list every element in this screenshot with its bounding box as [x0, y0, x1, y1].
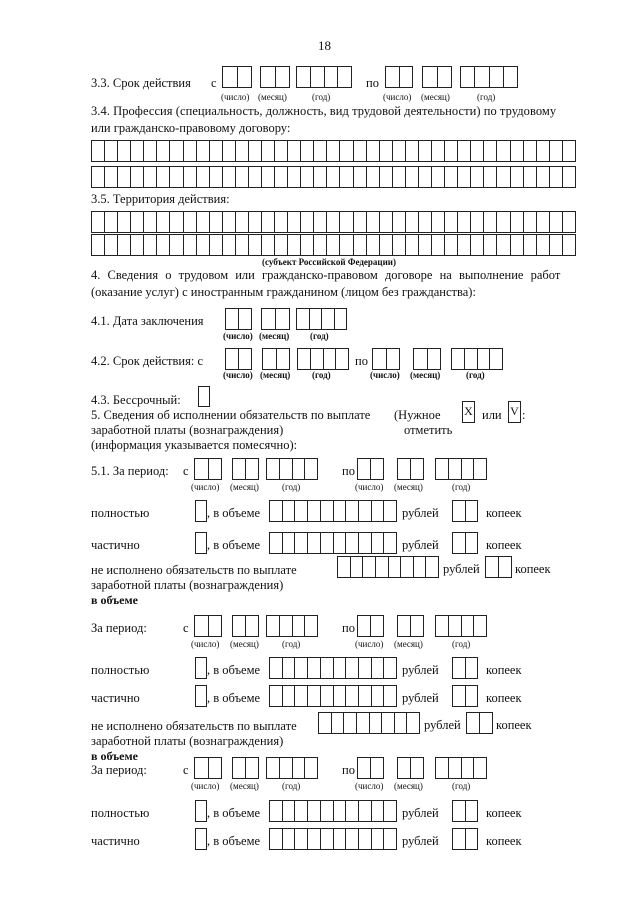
period-2-unpaid-kopecks-field[interactable] — [466, 712, 493, 734]
caption-year: (год) — [282, 482, 301, 492]
period-2-from-day-field[interactable] — [194, 615, 222, 637]
period-2-partial-rubles-field[interactable] — [269, 685, 397, 707]
period-2-from-year-field[interactable] — [266, 615, 318, 637]
section-3-4-label: 3.4. Профессия (специальность, должность, вид трудовой деятельности) по трудовому — [91, 104, 557, 118]
period-1-partial-kopecks-field[interactable] — [452, 532, 478, 554]
rubles-label: рублей — [402, 806, 439, 820]
period-3-partial-checkbox[interactable] — [195, 828, 207, 850]
validity-to-month-field[interactable] — [422, 66, 452, 88]
period-1-label: 5.1. За период: — [91, 464, 169, 478]
unpaid-label-cont: заработной платы (вознаграждения) — [91, 734, 284, 748]
to-label: по — [342, 621, 355, 635]
in-amount-label: , в объеме — [207, 834, 261, 848]
period-1-full-rubles-field[interactable] — [269, 500, 397, 522]
mark-x-example: X — [462, 401, 475, 423]
caption-month: (месяц) — [394, 781, 423, 791]
period-1-full-kopecks-field[interactable] — [452, 500, 478, 522]
validity-to-day-field[interactable] — [385, 66, 413, 88]
period-2-full-checkbox[interactable] — [195, 657, 207, 679]
period-2-label: За период: — [91, 621, 147, 635]
caption-year: (год) — [466, 370, 485, 380]
period-2-to-year-field[interactable] — [435, 615, 487, 637]
payment-partial-label: частично — [91, 538, 140, 552]
caption-year: (год) — [452, 781, 471, 791]
validity-from-month-field[interactable] — [260, 66, 290, 88]
caption-day: (число) — [223, 331, 253, 341]
period-3-from-day-field[interactable] — [194, 757, 222, 779]
in-amount-label: , в объеме — [207, 506, 261, 520]
period-2-partial-checkbox[interactable] — [195, 685, 207, 707]
section-4-1-label: 4.1. Дата заключения — [91, 314, 204, 328]
caption-day: (число) — [191, 639, 220, 649]
mark-note-open: (Нужное — [394, 408, 441, 422]
period-2-to-month-field[interactable] — [397, 615, 424, 637]
period-3-partial-rubles-field[interactable] — [269, 828, 397, 850]
period-3-full-checkbox[interactable] — [195, 800, 207, 822]
caption-year: (год) — [312, 370, 331, 380]
period-2-full-rubles-field[interactable] — [269, 657, 397, 679]
contract-from-day-field[interactable] — [225, 348, 252, 370]
profession-field-row-1[interactable] — [91, 140, 576, 162]
profession-field-row-2[interactable] — [91, 166, 576, 188]
to-label: по — [366, 76, 379, 90]
to-label: по — [342, 763, 355, 777]
period-1-to-month-field[interactable] — [397, 458, 424, 480]
mark-v-example: V — [508, 401, 521, 423]
in-amount-label: , в объеме — [207, 691, 261, 705]
conclusion-year-field[interactable] — [296, 308, 347, 330]
mark-note-text: отметить — [404, 423, 453, 437]
caption-month: (месяц) — [394, 639, 423, 649]
section-4-title: 4. Сведения о трудовом или гражданско-правовом договоре на выполнение работ — [91, 268, 561, 282]
payment-full-label: полностью — [91, 506, 150, 520]
kopecks-label: копеек — [515, 562, 551, 576]
kopecks-label: копеек — [486, 691, 522, 705]
validity-from-year-field[interactable] — [296, 66, 352, 88]
period-1-unpaid-kopecks-field[interactable] — [485, 556, 512, 578]
rubles-label: рублей — [402, 834, 439, 848]
rubles-label: рублей — [402, 691, 439, 705]
from-label: с — [183, 621, 189, 635]
caption-year: (год) — [282, 639, 301, 649]
kopecks-label: копеек — [486, 806, 522, 820]
caption-day: (число) — [370, 370, 400, 380]
caption-year: (год) — [452, 639, 471, 649]
period-3-full-kopecks-field[interactable] — [452, 800, 478, 822]
validity-from-day-field[interactable] — [222, 66, 252, 88]
period-3-to-month-field[interactable] — [397, 757, 424, 779]
kopecks-label: копеек — [496, 718, 532, 732]
caption-month: (месяц) — [410, 370, 441, 380]
period-1-from-month-field[interactable] — [232, 458, 259, 480]
caption-day: (число) — [191, 482, 220, 492]
section-5-title: 5. Сведения об исполнении обязательств по выплате — [91, 408, 371, 422]
period-1-from-day-field[interactable] — [194, 458, 222, 480]
period-1-full-checkbox[interactable] — [195, 500, 207, 522]
contract-to-year-field[interactable] — [451, 348, 503, 370]
kopecks-label: копеек — [486, 506, 522, 520]
caption-month: (месяц) — [230, 639, 259, 649]
period-2-from-month-field[interactable] — [232, 615, 259, 637]
rubles-label: рублей — [443, 562, 480, 576]
caption-day: (число) — [355, 639, 384, 649]
section-5-note: (информация указывается помесячно): — [91, 438, 298, 452]
period-1-unpaid-rubles-field[interactable] — [337, 556, 439, 578]
period-2-partial-kopecks-field[interactable] — [452, 685, 478, 707]
period-1-partial-rubles-field[interactable] — [269, 532, 397, 554]
or-label: или — [482, 408, 502, 422]
caption-year: (год) — [312, 92, 331, 102]
section-5-title-cont: заработной платы (вознаграждения) — [91, 423, 284, 437]
caption-year: (год) — [310, 331, 329, 341]
caption-year: (год) — [477, 92, 496, 102]
section-4-3-label: 4.3. Бессрочный: — [91, 393, 181, 407]
rubles-label: рублей — [402, 506, 439, 520]
period-1-to-day-field[interactable] — [357, 458, 384, 480]
conclusion-month-field[interactable] — [261, 308, 290, 330]
territory-caption: (субъект Российской Федерации) — [262, 257, 396, 267]
from-label: с — [211, 76, 217, 90]
conclusion-day-field[interactable] — [225, 308, 252, 330]
contract-from-year-field[interactable] — [297, 348, 349, 370]
rubles-label: рублей — [424, 718, 461, 732]
caption-day: (число) — [223, 370, 253, 380]
contract-from-month-field[interactable] — [262, 348, 290, 370]
caption-month: (месяц) — [230, 781, 259, 791]
period-3-label: За период: — [91, 763, 147, 777]
unpaid-label-amount: в объеме — [91, 749, 139, 763]
colon: : — [522, 408, 526, 422]
section-3-5-label: 3.5. Территория действия: — [91, 192, 230, 206]
caption-month: (месяц) — [259, 331, 290, 341]
rubles-label: рублей — [402, 538, 439, 552]
caption-month: (месяц) — [421, 92, 450, 102]
page-number: 18 — [318, 38, 331, 53]
period-3-from-year-field[interactable] — [266, 757, 318, 779]
caption-day: (число) — [221, 92, 250, 102]
caption-month: (месяц) — [230, 482, 259, 492]
from-label: с — [183, 464, 189, 478]
payment-partial-label: частично — [91, 834, 140, 848]
unpaid-label: не исполнено обязательств по выплате — [91, 719, 297, 733]
period-1-to-year-field[interactable] — [435, 458, 487, 480]
period-3-to-day-field[interactable] — [357, 757, 384, 779]
in-amount-label: , в объеме — [207, 806, 261, 820]
validity-to-year-field[interactable] — [460, 66, 518, 88]
unpaid-label-cont: заработной платы (вознаграждения) — [91, 578, 284, 592]
caption-year: (год) — [282, 781, 301, 791]
section-3-4-label-cont: или гражданско-правовому договору: — [91, 121, 291, 135]
kopecks-label: копеек — [486, 663, 522, 677]
caption-day: (число) — [191, 781, 220, 791]
payment-full-label: полностью — [91, 806, 150, 820]
contract-to-day-field[interactable] — [372, 348, 400, 370]
caption-month: (месяц) — [258, 92, 287, 102]
unpaid-label: не исполнено обязательств по выплате — [91, 563, 297, 577]
caption-year: (год) — [452, 482, 471, 492]
contract-to-month-field[interactable] — [413, 348, 441, 370]
period-1-partial-checkbox[interactable] — [195, 532, 207, 554]
period-1-from-year-field[interactable] — [266, 458, 318, 480]
from-label: с — [183, 763, 189, 777]
territory-field-row-2[interactable] — [91, 234, 576, 256]
period-2-full-kopecks-field[interactable] — [452, 657, 478, 679]
period-2-unpaid-rubles-field[interactable] — [318, 712, 420, 734]
indefinite-checkbox[interactable] — [198, 386, 210, 407]
period-3-partial-kopecks-field[interactable] — [452, 828, 478, 850]
period-3-from-month-field[interactable] — [232, 757, 259, 779]
in-amount-label: , в объеме — [207, 538, 261, 552]
caption-day: (число) — [355, 482, 384, 492]
period-3-to-year-field[interactable] — [435, 757, 487, 779]
territory-field-row-1[interactable] — [91, 211, 576, 233]
kopecks-label: копеек — [486, 538, 522, 552]
caption-month: (месяц) — [394, 482, 423, 492]
to-label: по — [355, 354, 368, 368]
unpaid-label-amount: в объеме — [91, 593, 139, 607]
to-label: по — [342, 464, 355, 478]
payment-partial-label: частично — [91, 691, 140, 705]
caption-day: (число) — [383, 92, 412, 102]
period-2-to-day-field[interactable] — [357, 615, 384, 637]
payment-full-label: полностью — [91, 663, 150, 677]
caption-day: (число) — [355, 781, 384, 791]
in-amount-label: , в объеме — [207, 663, 261, 677]
period-3-full-rubles-field[interactable] — [269, 800, 397, 822]
section-4-title-cont: (оказание услуг) с иностранным гражданином (лицом без гражданства): — [91, 285, 476, 299]
section-4-2-label: 4.2. Срок действия: с — [91, 354, 204, 368]
caption-month: (месяц) — [260, 370, 291, 380]
section-3-3-label: 3.3. Срок действия — [91, 76, 191, 90]
kopecks-label: копеек — [486, 834, 522, 848]
rubles-label: рублей — [402, 663, 439, 677]
